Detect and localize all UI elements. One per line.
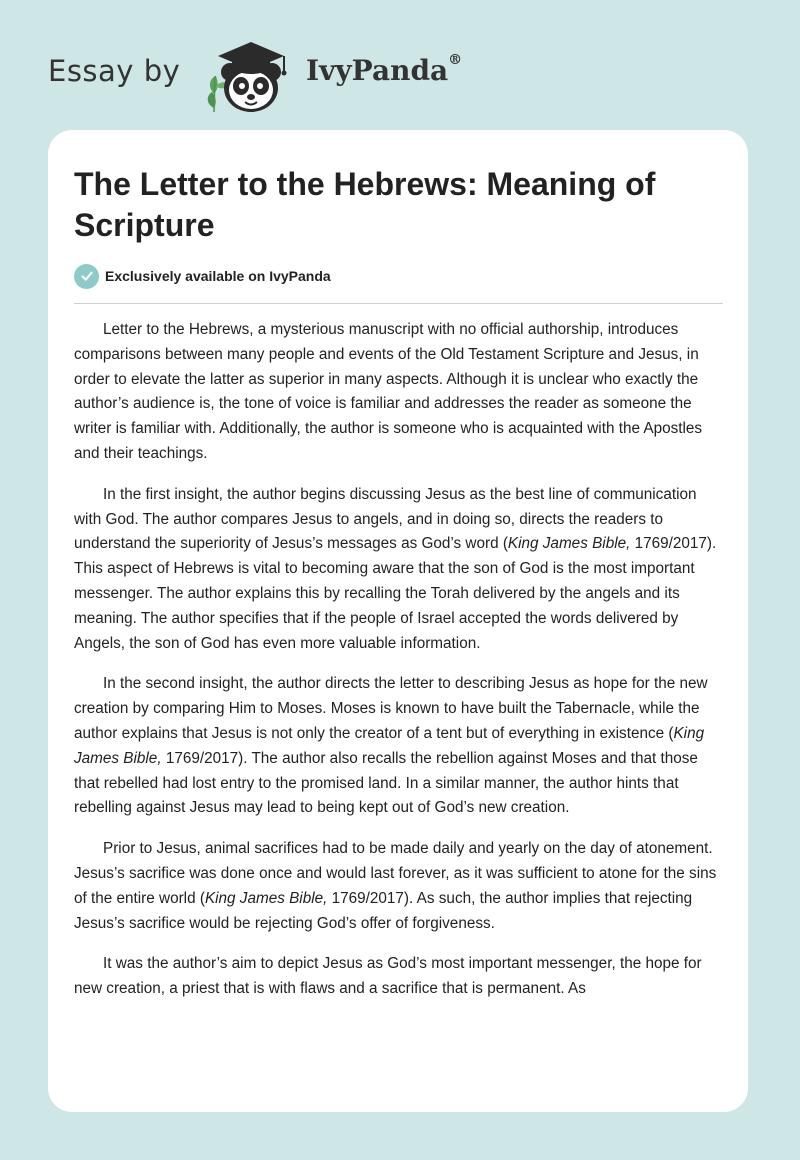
paragraph [74, 952, 726, 1002]
exclusive-badge-label: Exclusively available on IvyPanda [105, 268, 331, 284]
article-card [48, 130, 748, 1112]
paragraph [74, 837, 726, 936]
paragraph-text: Letter to the Hebrews, a mysterious manuscript with no official authorship, introduces comparisons between many people and events of the Old Testament Scripture and Jesus, in order to elevate the latter as superior in many aspects. Although it is unclear who exactly the author’s audience is, the tone of voice is familiar and addresses the reader as someone the writer is familiar with. Additionally, the author is someone who is acquainted with the Apostles and their teachings. [74, 321, 703, 462]
citation-source: King James Bible, [74, 724, 705, 767]
paragraph [74, 672, 726, 821]
essay-by-label: Essay by [48, 54, 181, 88]
article-body [74, 318, 726, 1018]
paragraph-text: 1769/2017). The author also recalls the rebellion against Moses and that those that rebelled had lost entry to the promised land. In a similar manner, the author hints that rebelling against Jesus may lead to being kept out of God’s new creation. [74, 749, 698, 817]
brand-name[interactable]: IvyPanda® [306, 52, 463, 87]
paragraph-text: In the second insight, the author directs the letter to describing Jesus as hope for the new creation by comparing Him to Moses. Moses is known to have built the Tabernacle, while the author explains that Jesus is not only the creator of a tent but of everything in existence ( [74, 675, 708, 742]
citation-source: King James Bible, [507, 535, 631, 553]
paragraph-text: 1769/2017). As such, the author implies that rejecting Jesus’s sacrifice would be rejecting God’s offer of forgiveness. [74, 889, 693, 932]
site-header [48, 34, 648, 114]
paragraph-text: Prior to Jesus, animal sacrifices had to be made daily and yearly on the day of atonement. Jesus’s sacrifice was done once and would last forever, as it was sufficient to atone for the sins of the entire world ( [74, 840, 717, 907]
paragraph [74, 318, 726, 467]
ivypanda-logo-icon [204, 36, 294, 114]
exclusive-badge [74, 263, 331, 289]
divider [74, 303, 723, 304]
article-title: The Letter to the Hebrews: Meaning of Scripture [74, 166, 656, 243]
paragraph-text: It was the author’s aim to depict Jesus as God’s most important messenger, the hope for new creation, a priest that is with flaws and a sacrifice that is permanent. As [74, 955, 702, 998]
paragraph-text: In the first insight, the author begins discussing Jesus as the best line of communication with God. The author compares Jesus to angels, and in doing so, directs the readers to understand the superiority of Jesus’s messages as God’s word ( [74, 485, 697, 553]
paragraph-text: 1769/2017). This aspect of Hebrews is vital to becoming aware that the son of God is the most important messenger. The author explains this by recalling the Torah delivered by the angels and its meaning. The author specifies that if the people of Israel accepted the words delivered by Angels, the son of God has even more valuable information. [74, 535, 717, 652]
paragraph [74, 483, 726, 657]
check-icon [74, 264, 99, 289]
citation-source: King James Bible, [204, 889, 328, 907]
registered-mark: ® [448, 52, 463, 68]
